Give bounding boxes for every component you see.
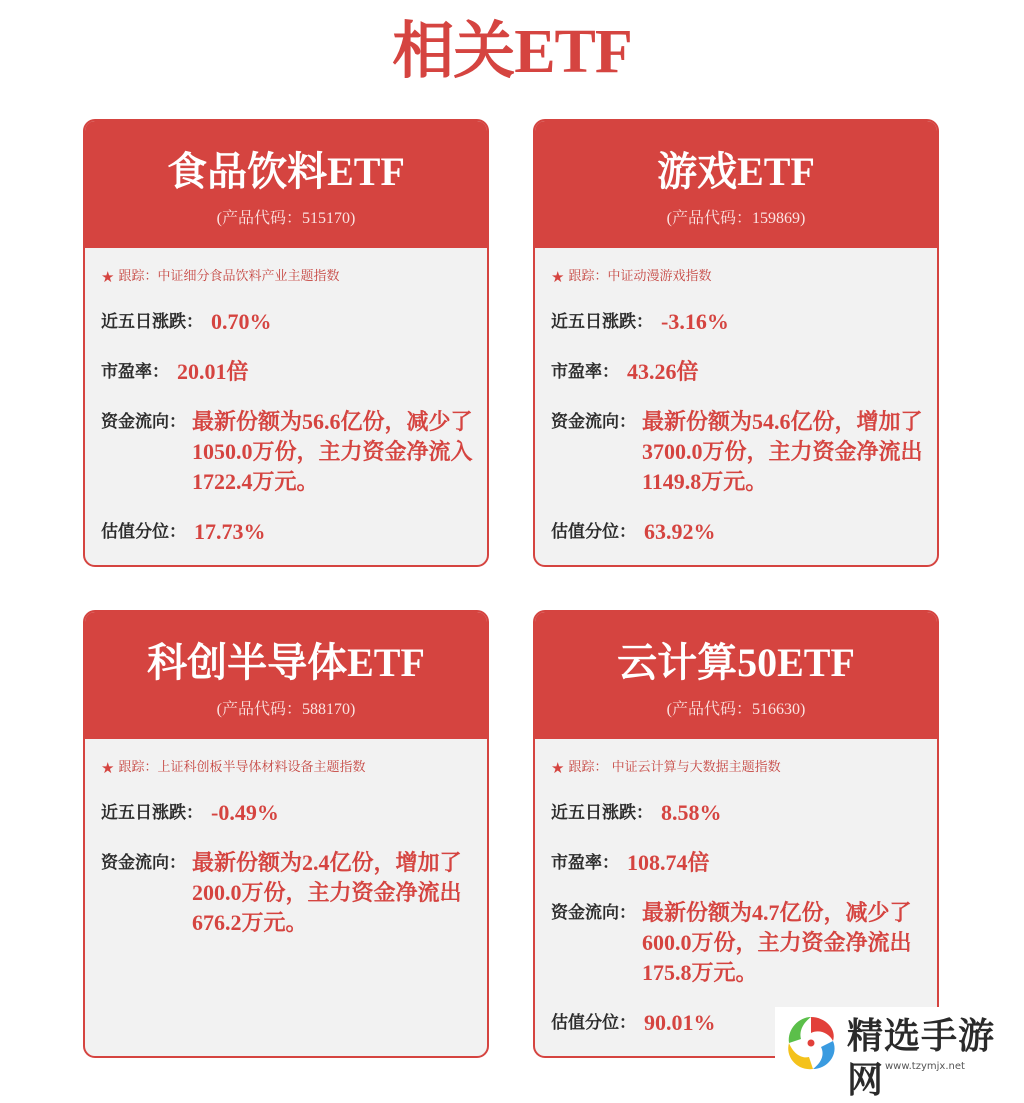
tracking-index-text: 跟踪：上证科创板半导体材料设备主题指数 <box>118 760 366 775</box>
row-label: 资金流向： <box>551 412 636 432</box>
pe-ratio-value: 43.26倍 <box>627 359 699 384</box>
five-day-change-value: 0.70% <box>211 309 272 334</box>
fund-flow-row <box>551 898 926 988</box>
swirl-logo-icon <box>781 1011 843 1075</box>
row-label: 市盈率： <box>551 853 619 873</box>
tracking-index <box>101 759 487 777</box>
page-title: 相关ETF <box>392 18 632 86</box>
row-label: 市盈率： <box>101 362 169 382</box>
watermark-site-name: 精选手游网 <box>847 1016 996 1101</box>
fund-flow-value: 最新份额为54.6亿份，增加了3700.0万份，主力资金净流出1149.8万元。 <box>642 409 923 494</box>
five-day-change-value: -3.16% <box>661 309 729 334</box>
row-label: 近五日涨跌： <box>551 803 653 823</box>
product-code: (产品代码：516630) <box>666 701 806 718</box>
valuation-percentile-value: 90.01% <box>644 1010 716 1035</box>
product-code: (产品代码：515170) <box>216 210 356 227</box>
card-body <box>535 739 937 777</box>
card-body <box>85 248 487 286</box>
tracking-index <box>551 268 937 286</box>
five-day-change-row <box>101 307 272 337</box>
card-header <box>535 121 937 248</box>
five-day-change-value: -0.49% <box>211 800 279 825</box>
card-header <box>85 612 487 739</box>
five-day-change-row <box>551 307 729 337</box>
fund-flow-value: 最新份额为4.7亿份，减少了600.0万份，主力资金净流出175.8万元。 <box>642 900 912 985</box>
row-label: 近五日涨跌： <box>101 803 203 823</box>
card-title: 食品饮料ETF <box>167 149 405 194</box>
star-icon: ★ <box>551 268 565 286</box>
etf-card-gaming <box>533 119 939 567</box>
tracking-index <box>101 268 487 286</box>
etf-card-food-beverage <box>83 119 489 567</box>
row-label: 近五日涨跌： <box>101 312 203 332</box>
tracking-index-text: 跟踪： 中证云计算与大数据主题指数 <box>568 760 781 775</box>
product-code: (产品代码：588170) <box>216 701 356 718</box>
row-label: 市盈率： <box>551 362 619 382</box>
etf-card-cloud-computing <box>533 610 939 1058</box>
star-icon: ★ <box>551 759 565 777</box>
card-header <box>535 612 937 739</box>
card-title: 游戏ETF <box>657 149 815 194</box>
pe-ratio-row <box>551 848 710 878</box>
fund-flow-value: 最新份额为56.6亿份，减少了1050.0万份，主力资金净流入1722.4万元。 <box>192 409 473 494</box>
row-label: 资金流向： <box>101 412 186 432</box>
valuation-percentile-row <box>551 1008 716 1038</box>
five-day-change-row <box>101 798 279 828</box>
valuation-percentile-value: 63.92% <box>644 519 716 544</box>
tracking-index-text: 跟踪：中证细分食品饮料产业主题指数 <box>118 269 340 284</box>
row-label: 资金流向： <box>551 903 636 923</box>
valuation-percentile-row <box>101 517 266 547</box>
row-label: 近五日涨跌： <box>551 312 653 332</box>
card-body <box>85 739 487 777</box>
five-day-change-row <box>551 798 722 828</box>
row-label: 估值分位： <box>101 522 186 542</box>
tracking-index-text: 跟踪：中证动漫游戏指数 <box>568 269 712 284</box>
site-watermark <box>775 1007 1024 1101</box>
pe-ratio-row <box>551 357 699 387</box>
fund-flow-row <box>551 407 926 497</box>
fund-flow-row <box>101 848 476 938</box>
star-icon: ★ <box>101 759 115 777</box>
valuation-percentile-row <box>551 517 716 547</box>
watermark-url: www.tzymjx.net <box>885 1061 965 1072</box>
etf-card-semiconductor <box>83 610 489 1058</box>
valuation-percentile-value: 17.73% <box>194 519 266 544</box>
row-label: 估值分位： <box>551 1013 636 1033</box>
card-title: 云计算50ETF <box>617 640 855 685</box>
card-body <box>535 248 937 286</box>
tracking-index <box>551 759 937 777</box>
five-day-change-value: 8.58% <box>661 800 722 825</box>
pe-ratio-row <box>101 357 249 387</box>
star-icon: ★ <box>101 268 115 286</box>
fund-flow-value: 最新份额为2.4亿份，增加了200.0万份，主力资金净流出676.2万元。 <box>192 850 462 935</box>
card-header <box>85 121 487 248</box>
product-code: (产品代码：159869) <box>666 210 806 227</box>
row-label: 资金流向： <box>101 853 186 873</box>
pe-ratio-value: 20.01倍 <box>177 359 249 384</box>
pe-ratio-value: 108.74倍 <box>627 850 710 875</box>
card-title: 科创半导体ETF <box>147 640 425 685</box>
row-label: 估值分位： <box>551 522 636 542</box>
fund-flow-row <box>101 407 476 497</box>
